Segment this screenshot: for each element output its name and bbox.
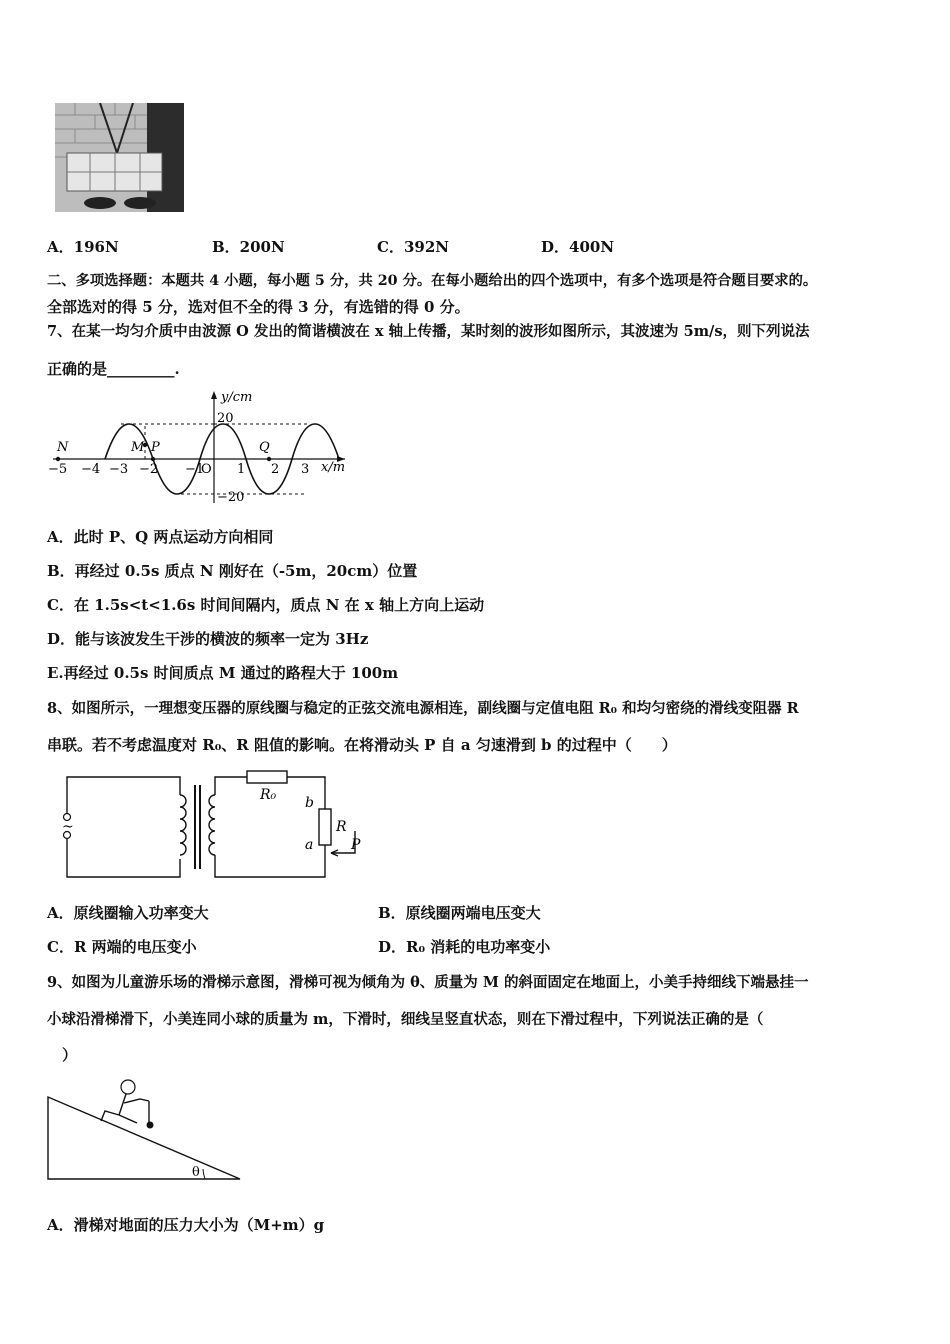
q9-stem-line3: ） (62, 1046, 78, 1064)
q6-option-c: C．392N (377, 238, 449, 256)
x-tick-1: 1 (237, 462, 246, 477)
child-body (101, 1094, 149, 1123)
child-head (121, 1080, 135, 1094)
q7-option-e: E.再经过 0.5s 时间质点 M 通过的路程大于 100m (47, 664, 399, 682)
incline (48, 1097, 240, 1179)
section2-heading-line2: 全部选对的得 5 分，选对但不全的得 3 分，有选错的得 0 分。 (47, 298, 470, 316)
a-label: a (305, 837, 314, 853)
p-label: P (351, 837, 361, 853)
q9-stem-line1: 9、如图为儿童游乐场的滑梯示意图，滑梯可视为倾角为 θ、质量为 M 的斜面固定在地面上，小美手持细线下端悬挂一 (47, 974, 809, 991)
point-m-label: M (131, 440, 145, 455)
q6-option-d: D．400N (541, 238, 615, 256)
q6-option-b: B．200N (212, 238, 285, 256)
x-tick-neg4: −4 (81, 462, 101, 477)
r0-label: R₀ (260, 787, 277, 803)
section2-heading-line1: 二、多项选择题：本题共 4 小题，每小题 5 分，共 20 分。在每小题给出的四个选项中，有多个选项是符合题目要求的。 (47, 273, 818, 289)
y-axis-label: y/cm (221, 390, 253, 405)
q8-option-c: C．R 两端的电压变小 (47, 938, 197, 956)
q8-circuit-figure (55, 765, 375, 885)
q8-stem-line1: 8、如图所示，一理想变压器的原线圈与稳定的正弦交流电源相连，副线圈与定值电阻 R₀ 和均匀密绕的滑线变阻器 R (47, 700, 799, 717)
q8-option-b: B．原线圈两端电压变大 (378, 904, 541, 922)
q7-option-a: A．此时 P、Q 两点运动方向相同 (47, 528, 274, 546)
x-tick-neg1: −1 (185, 462, 205, 477)
q7-stem-line1: 7、在某一均匀介质中由波源 O 发出的简谐横波在 x 轴上传播，某时刻的波形如图所示，其波速为 5m/s，则下列说法 (47, 323, 810, 340)
rheostat-r (319, 809, 331, 845)
q6-option-a: A．196N (47, 238, 119, 256)
x-axis-label: x/m (321, 460, 346, 475)
q8-option-d: D．R₀ 消耗的电功率变小 (378, 938, 551, 956)
q7-option-c: C．在 1.5s<t<1.6s 时间间隔内，质点 N 在 x 轴上方向上运动 (47, 596, 485, 614)
b-label: b (305, 795, 314, 811)
bricks-photo (55, 103, 184, 212)
q7-stem-line2: 正确的是_________. (47, 360, 180, 378)
point-q-dot (267, 457, 271, 461)
r-label: R (336, 819, 347, 835)
x-tick-origin: O (201, 462, 212, 477)
point-q-label: Q (259, 440, 270, 455)
x-tick-3: 3 (301, 462, 310, 477)
resistor-r0 (247, 771, 287, 783)
y-bottom-label: −20 (217, 490, 245, 505)
y-top-label: 20 (217, 411, 234, 426)
ac-source-symbol: ~ (62, 819, 74, 835)
ball (147, 1122, 154, 1129)
x-tick-neg5: −5 (48, 462, 68, 477)
angle-label: θ (192, 1165, 200, 1180)
q8-option-a: A．原线圈输入功率变大 (47, 904, 209, 922)
q7-option-b: B．再经过 0.5s 质点 N 刚好在（-5m，20cm）位置 (47, 562, 418, 580)
q7-option-d: D．能与该波发生干涉的横波的频率一定为 3Hz (47, 630, 369, 648)
q9-stem-line2: 小球沿滑梯滑下，小美连同小球的质量为 m，下滑时，细线呈竖直状态，则在下滑过程中，下列说法正确的是（ (47, 1011, 764, 1028)
x-tick-2: 2 (271, 462, 280, 477)
x-tick-neg3: −3 (109, 462, 129, 477)
q8-stem-line2: 串联。若不考虑温度对 R₀、R 阻值的影响。在将滑动头 P 自 a 匀速滑到 b 的过程中（ ） (47, 736, 677, 754)
point-n-label: N (57, 440, 69, 455)
q7-wave-figure (45, 385, 360, 505)
point-p-label: P (151, 440, 160, 455)
q9-slide-figure (45, 1075, 245, 1185)
secondary-coil (209, 795, 215, 855)
point-n-dot (56, 457, 60, 461)
x-tick-neg2: −2 (139, 462, 159, 477)
point-p-dot (151, 457, 155, 461)
q9-option-a: A．滑梯对地面的压力大小为（M+m）g (47, 1216, 325, 1234)
primary-coil (180, 795, 186, 855)
